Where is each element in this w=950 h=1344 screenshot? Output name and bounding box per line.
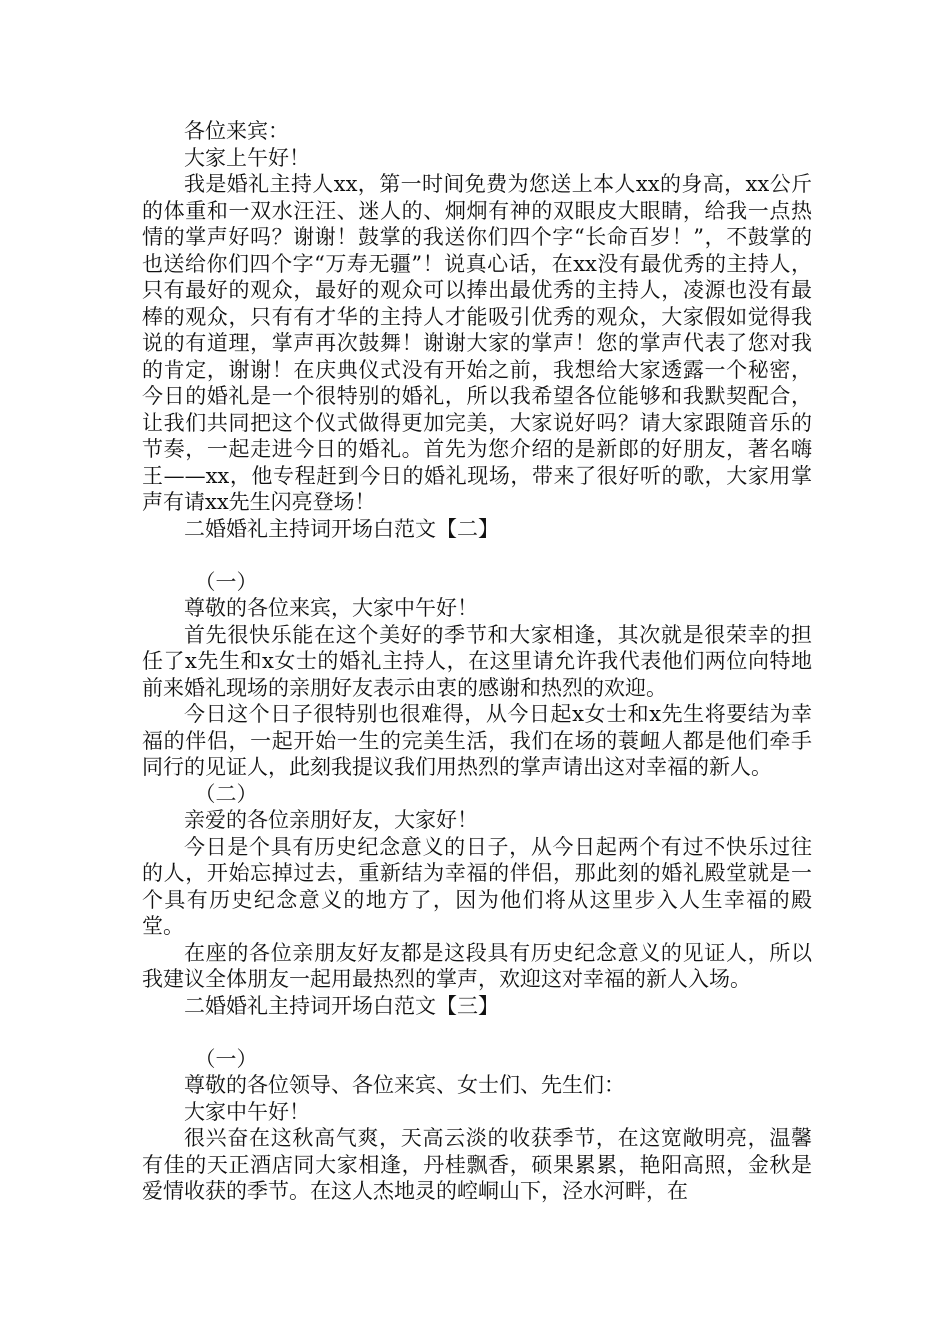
paragraph-host-intro: 我是婚礼主持人xx，第一时间免费为您送上本人xx的身高，xx公斤的体重和一双水汪汪、迷人的、炯炯有神的双眼皮大眼睛，给我一点热情的掌声好吗？谢谢！鼓掌的我送你们四个字“长命百岁！”，不鼓掌的也送给你们四个字“万寿无疆”！说真心话，在xx没有最优秀的主持人，只有最好的观众，最好的观众可以捧出最优秀的主持人，凌源也没有最棒的观众，只有有才华的主持人才能吸引优秀的观众，大家假如觉得我说的有道理，掌声再次鼓舞！谢谢大家的掌声！您的掌声代表了您对我的肯定，谢谢！在庆典仪式没有开始之前，我想给大家透露一个秘密，今日的婚礼是一个很特别的婚礼，所以我希望各位能够和我默契配合，让我们共同把这个仪式做得更加完美，大家说好吗？请大家跟随音乐的节奏，一起走进今日的婚礼。首先为您介绍的是新郎的好朋友，著名嗨王——xx，他专程赶到今日的婚礼现场，带来了很好听的歌，大家用掌声有请xx先生闪亮登场！ (142, 172, 812, 514)
paragraph-greeting-guests: 各位来宾： (184, 119, 289, 143)
paragraph-greeting-leaders: 尊敬的各位领导、各位来宾、女士们、先生们： (184, 1073, 625, 1097)
paragraph-greeting-noon: 尊敬的各位来宾，大家中午好！ (184, 596, 478, 620)
paragraph-greeting-friends: 亲爱的各位亲朋好友，大家好！ (184, 808, 478, 832)
paragraph-special-day: 今日这个日子很特别也很难得，从今日起x女士和x先生将要结为幸福的伴侣，一起开始一生的完美生活，我们在场的蓑衄人都是他们牵手同行的见证人，此刻我提议我们用热烈的掌声请出这对幸福的新人。 (142, 702, 812, 779)
paragraph-good-noon: 大家中午好！ (184, 1099, 310, 1124)
paragraph-witnesses: 在座的各位亲朋友好友都是这段具有历史纪念意义的见证人，所以我建议全体朋友一起用最热烈的掌声，欢迎这对幸福的新人入场。 (142, 940, 812, 991)
subsection-label-one-b: （一） (194, 1046, 258, 1071)
paragraph-thanks: 首先很快乐能在这个美好的季节和大家相逢，其次就是很荣幸的担任了x先生和x女士的婚礼主持人，在这里请允许我代表他们两位向特地前来婚礼现场的亲朋好友表示由衷的感谢和热烈的欢迎。 (142, 622, 812, 700)
subsection-label-one: （一） (194, 569, 258, 594)
paragraph-good-morning: 大家上午好！ (184, 145, 310, 170)
section-heading-two: 二婚婚礼主持词开场白范文【二】 (184, 516, 499, 541)
subsection-label-two: （二） (194, 781, 258, 806)
paragraph-autumn: 很兴奋在这秋高气爽，天高云淡的收获季节，在这宽敞明亮，温馨有佳的天正酒店同大家相逢，丹桂飘香，硕果累累，艳阳高照，金秋是爱情收获的季节。在这人杰地灵的崆峒山下，泾水河畔，在 (142, 1126, 812, 1203)
section-heading-three: 二婚婚礼主持词开场白范文【三】 (184, 993, 499, 1018)
document-page (142, 118, 812, 1205)
paragraph-historic-day: 今日是个具有历史纪念意义的日子，从今日起两个有过不快乐过往的人，开始忘掉过去，重新结为幸福的伴侣，那此刻的婚礼殿堂就是一个具有历史纪念意义的地方了，因为他们将从这里步入人生幸福的殿堂。 (142, 834, 812, 938)
